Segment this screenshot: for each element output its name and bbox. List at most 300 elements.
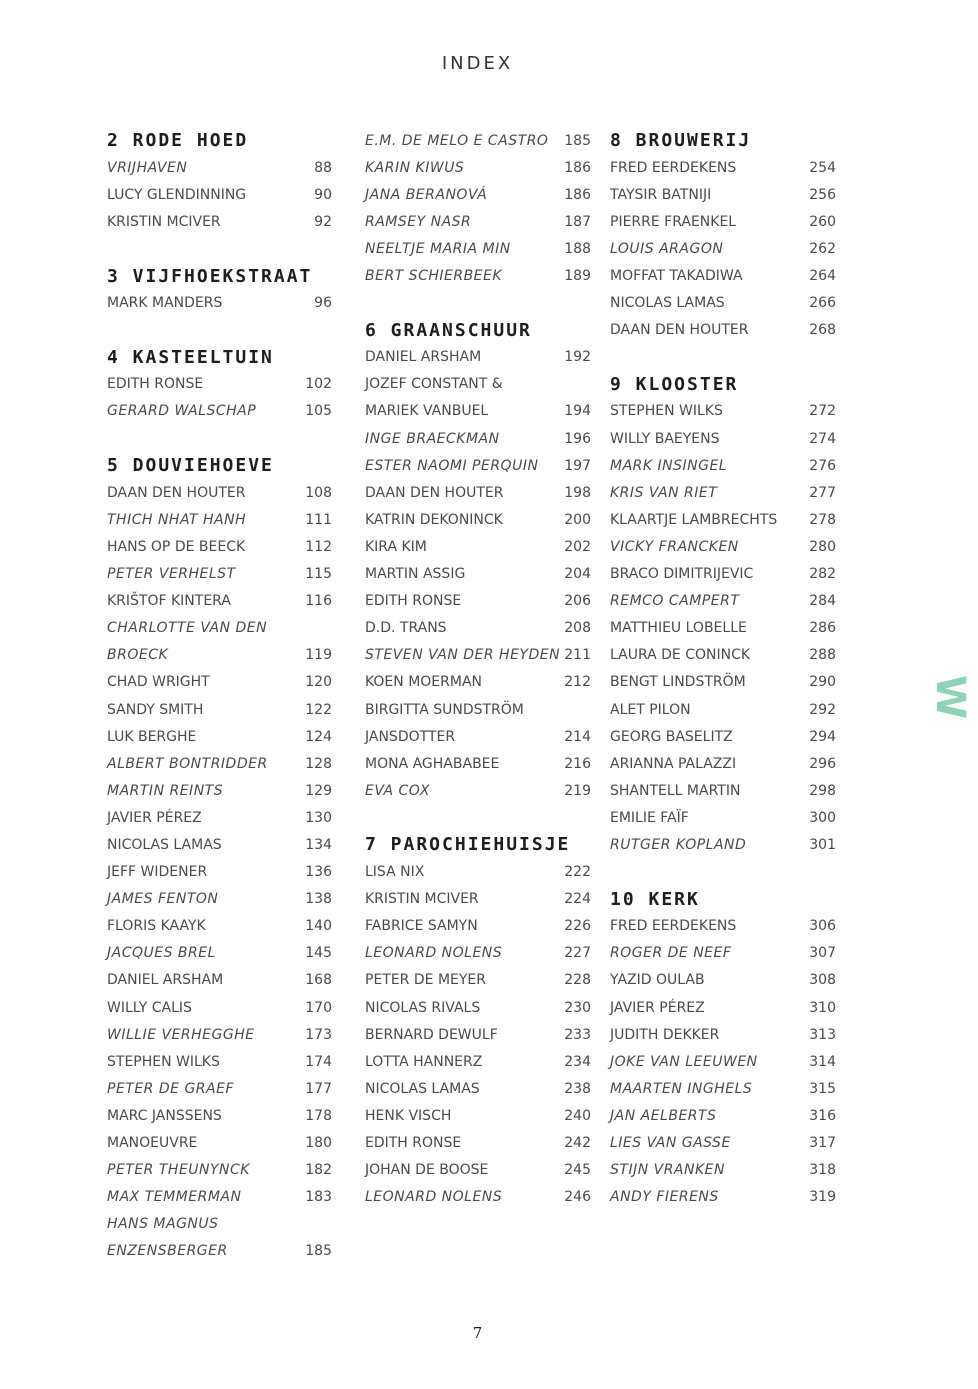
entry-name: MATTHIEU LOBELLE [610,620,747,637]
entry-page-number: 310 [809,999,836,1016]
entry-page-number: 88 [314,159,332,176]
index-entry [610,317,836,344]
entry-page-number: 136 [305,864,332,881]
entry-page-number: 186 [564,186,591,203]
entry-page-number: 182 [305,1162,332,1179]
index-entry [365,127,591,154]
index-entry [107,588,332,615]
index-entry [365,859,591,886]
index-entry [365,777,591,804]
index-entry [107,669,332,696]
entry-name: ARIANNA PALAZZI [610,755,737,772]
section-title: 9 KLOOSTER [610,373,739,395]
entry-page-number: 130 [305,809,332,826]
entry-page-number: 202 [564,538,591,555]
index-entry [365,1021,591,1048]
entry-page-number: 282 [809,566,836,583]
entry-name: JUDITH DEKKER [610,1026,720,1043]
entry-page-number: 102 [305,376,332,393]
index-entry [610,1075,836,1102]
index-entry [107,290,332,317]
entry-page-number: 313 [809,1026,836,1043]
entry-page-number: 145 [305,945,332,962]
entry-name: REMCO CAMPERT [610,593,740,610]
entry-name: EMILIE FAÏF [610,809,689,826]
entry-page-number: 212 [564,674,591,691]
index-entry [610,615,836,642]
entry-name: CHARLOTTE VAN DEN [107,620,268,637]
entry-page-number: 186 [564,159,591,176]
entry-name: BERT SCHIERBEEK [365,268,503,285]
index-entry [365,235,591,262]
index-entry [365,1157,591,1184]
page-number: 7 [472,1324,483,1342]
index-entry [107,1129,332,1156]
index-entry [107,1075,332,1102]
entry-page-number: 211 [564,647,591,664]
entry-page-number: 122 [305,701,332,718]
entry-name: KRISTIN MCIVER [107,213,221,230]
index-entry [610,181,836,208]
index-entry [610,561,836,588]
entry-name: PETER VERHELST [107,566,236,583]
entry-page-number: 128 [305,755,332,772]
section-heading [107,262,332,289]
entry-name: DANIEL ARSHAM [107,972,224,989]
entry-name: NICOLAS LAMAS [365,1080,480,1097]
entry-name: SHANTELL MARTIN [610,782,741,799]
entry-page-number: 262 [809,240,836,257]
section-heading [107,127,332,154]
entry-page-number: 116 [305,593,332,610]
entry-name: DAAN DEN HOUTER [610,322,749,339]
section-spacer [107,235,332,262]
entry-name: BENGT LINDSTRÖM [610,674,746,691]
entry-page-number: 306 [809,918,836,935]
entry-page-number: 112 [305,538,332,555]
entry-page-number: 177 [305,1080,332,1097]
entry-name: JEFF WIDENER [107,864,208,881]
section-title: 6 GRAANSCHUUR [365,319,532,341]
entry-name: FRED EERDEKENS [610,918,737,935]
entry-page-number: 198 [564,484,591,501]
entry-name: NEELTJE MARIA MIN [365,240,511,257]
section-title: 4 KASTEELTUIN [107,346,274,368]
entry-page-number: 238 [564,1080,591,1097]
entry-name: EDITH RONSE [365,593,462,610]
entry-name: DAAN DEN HOUTER [107,484,246,501]
entry-name: JAVIER PÉREZ [610,999,705,1016]
entry-page-number: 288 [809,647,836,664]
entry-page-number: 90 [314,186,332,203]
entry-name: HANS OP DE BEECK [107,538,246,555]
section-spacer [107,317,332,344]
index-entry [365,994,591,1021]
index-entry [365,886,591,913]
entry-page-number: 318 [809,1162,836,1179]
index-entry [365,750,591,777]
page-title: INDEX [441,53,514,74]
entry-name: MARTIN REINTS [107,782,224,799]
entry-name: LOTTA HANNERZ [365,1053,483,1070]
section-spacer [365,290,591,317]
index-entry [365,425,591,452]
entry-name: JOZEF CONSTANT & [365,376,503,393]
index-entry [365,344,591,371]
section-title: 8 BROUWERIJ [610,130,752,152]
entry-page-number: 168 [305,972,332,989]
index-entry [365,940,591,967]
entry-name: BRACO DIMITRIJEVIC [610,566,754,583]
entry-name: KIRA KIM [365,538,427,555]
section-heading [610,886,836,913]
entry-page-number: 206 [564,593,591,610]
entry-name: STEPHEN WILKS [610,403,723,420]
index-entry [365,588,591,615]
entry-name: MARC JANSSENS [107,1107,222,1124]
entry-name: ALBERT BONTRIDDER [107,755,268,772]
section-heading [107,344,332,371]
index-entry [107,1184,332,1211]
entry-page-number: 314 [809,1053,836,1070]
index-entry [610,154,836,181]
section-title: 7 PAROCHIEHUISJE [365,834,571,856]
section-tab-marker [920,674,973,720]
entry-page-number: 170 [305,999,332,1016]
entry-name: JAMES FENTON [107,891,219,908]
entry-name: LEONARD NOLENS [365,945,503,962]
entry-name: ALET PILON [610,701,691,718]
entry-name: KRIS VAN RIET [610,484,718,501]
section-spacer [365,804,591,831]
entry-name: JAN AELBERTS [610,1107,717,1124]
entry-name: FRED EERDEKENS [610,159,737,176]
index-entry [610,235,836,262]
index-entry [107,804,332,831]
index-entry [107,398,332,425]
entry-page-number: 246 [564,1189,591,1206]
index-entry [107,1211,332,1238]
entry-name: NICOLAS RIVALS [365,999,481,1016]
entry-page-number: 272 [809,403,836,420]
index-entry [107,208,332,235]
entry-page-number: 173 [305,1026,332,1043]
entry-name: EVA COX [365,782,431,799]
entry-name: LISA NIX [365,864,425,881]
index-entry [610,913,836,940]
entry-page-number: 138 [305,891,332,908]
index-entry [107,533,332,560]
index-entry [610,831,836,858]
index-entry [365,1102,591,1129]
entry-page-number: 180 [305,1135,332,1152]
entry-page-number: 301 [809,836,836,853]
entry-page-number: 200 [564,511,591,528]
entry-page-number: 197 [564,457,591,474]
index-entry [610,750,836,777]
entry-page-number: 183 [305,1189,332,1206]
entry-name: PETER THEUNYNCK [107,1162,250,1179]
entry-page-number: 300 [809,809,836,826]
entry-page-number: 96 [314,295,332,312]
index-entry [610,479,836,506]
index-entry [610,1021,836,1048]
entry-name: MARTIN ASSIG [365,566,466,583]
entry-name: ENZENSBERGER [107,1243,228,1260]
entry-name: FLORIS KAAYK [107,918,206,935]
entry-page-number: 286 [809,620,836,637]
index-entry [107,750,332,777]
entry-name: JACQUES BREL [107,945,216,962]
entry-name: LEONARD NOLENS [365,1189,503,1206]
entry-page-number: 194 [564,403,591,420]
index-entry [107,886,332,913]
entry-name: JANA BERANOVÁ [365,186,488,203]
index-entry [610,967,836,994]
tab-glyph: W [927,674,973,720]
index-entry [365,181,591,208]
index-entry [365,615,591,642]
entry-page-number: 219 [564,782,591,799]
index-entry [107,154,332,181]
entry-name: LOUIS ARAGON [610,240,724,257]
entry-page-number: 178 [305,1107,332,1124]
entry-name: MARK INSINGEL [610,457,728,474]
index-entry [365,262,591,289]
index-entry [610,506,836,533]
entry-name: KRISTIN MCIVER [365,891,479,908]
section-heading [610,127,836,154]
entry-page-number: 296 [809,755,836,772]
index-entry [107,777,332,804]
entry-name: STEPHEN WILKS [107,1053,220,1070]
entry-page-number: 228 [564,972,591,989]
entry-page-number: 284 [809,593,836,610]
index-entry [610,696,836,723]
entry-page-number: 280 [809,538,836,555]
index-entry [107,181,332,208]
entry-name: BIRGITTA SUNDSTRÖM [365,701,524,718]
entry-page-number: 92 [314,213,332,230]
index-entry [610,262,836,289]
entry-name: KATRIN DEKONINCK [365,511,503,528]
entry-page-number: 319 [809,1189,836,1206]
entry-name: KLAARTJE LAMBRECHTS [610,511,778,528]
entry-name: MARIEK VANBUEL [365,403,489,420]
entry-name: JOHAN DE BOOSE [365,1162,489,1179]
entry-name: NICOLAS LAMAS [107,836,222,853]
index-entry [107,1157,332,1184]
entry-page-number: 227 [564,945,591,962]
index-entry [365,1075,591,1102]
entry-page-number: 185 [305,1243,332,1260]
entry-page-number: 119 [305,647,332,664]
index-entry [610,994,836,1021]
entry-name: ESTER NAOMI PERQUIN [365,457,539,474]
entry-name: LIES VAN GASSE [610,1135,731,1152]
entry-page-number: 226 [564,918,591,935]
entry-name: KRIŠTOF KINTERA [107,593,231,610]
entry-page-number: 298 [809,782,836,799]
entry-page-number: 234 [564,1053,591,1070]
index-entry [610,398,836,425]
entry-page-number: 274 [809,430,836,447]
entry-page-number: 108 [305,484,332,501]
index-entry [365,506,591,533]
entry-page-number: 230 [564,999,591,1016]
entry-name: YAZID OULAB [610,972,705,989]
entry-page-number: 292 [809,701,836,718]
entry-page-number: 307 [809,945,836,962]
index-entry [365,208,591,235]
entry-name: MAARTEN INGHELS [610,1080,753,1097]
index-entry [610,723,836,750]
entry-page-number: 316 [809,1107,836,1124]
index-entry [365,696,591,723]
entry-name: LAURA DE CONINCK [610,647,751,664]
index-entry [610,452,836,479]
index-entry [365,452,591,479]
entry-page-number: 294 [809,728,836,745]
index-entry [610,1129,836,1156]
index-entry [365,154,591,181]
entry-name: WILLY CALIS [107,999,192,1016]
entry-name: MONA AGHABABEE [365,755,500,772]
entry-page-number: 105 [305,403,332,420]
entry-name: PETER DE GRAEF [107,1080,234,1097]
index-entry [365,371,591,398]
entry-name: LUCY GLENDINNING [107,186,247,203]
index-entry [610,208,836,235]
index-entry [107,1021,332,1048]
entry-page-number: 185 [564,132,591,149]
entry-name: JOKE VAN LEEUWEN [610,1053,758,1070]
section-spacer [107,425,332,452]
entry-name: EDITH RONSE [365,1135,462,1152]
section-title: 5 DOUVIEHOEVE [107,455,274,477]
entry-name: JAVIER PÉREZ [107,809,202,826]
entry-name: RAMSEY NASR [365,213,472,230]
entry-page-number: 216 [564,755,591,772]
index-entry [107,371,332,398]
entry-name: JANSDOTTER [365,728,456,745]
index-entry [107,723,332,750]
index-entry [107,561,332,588]
entry-page-number: 189 [564,268,591,285]
entry-page-number: 315 [809,1080,836,1097]
index-entry [610,940,836,967]
section-title: 2 RODE HOED [107,130,249,152]
entry-name: HENK VISCH [365,1107,452,1124]
entry-page-number: 115 [305,566,332,583]
entry-name: ROGER DE NEEF [610,945,732,962]
entry-name: KOEN MOERMAN [365,674,483,691]
entry-name: DAAN DEN HOUTER [365,484,504,501]
entry-page-number: 260 [809,213,836,230]
section-title: 3 VIJFHOEKSTRAAT [107,265,313,287]
entry-name: EDITH RONSE [107,376,204,393]
entry-page-number: 276 [809,457,836,474]
entry-page-number: 222 [564,864,591,881]
entry-name: WILLY BAEYENS [610,430,720,447]
index-entry [610,804,836,831]
index-entry [107,1238,332,1265]
entry-page-number: 140 [305,918,332,935]
entry-name: E.M. DE MELO E CASTRO [365,132,549,149]
index-entry [365,913,591,940]
index-entry [107,642,332,669]
entry-page-number: 124 [305,728,332,745]
index-entry [365,967,591,994]
index-entry [365,1129,591,1156]
entry-page-number: 111 [305,511,332,528]
index-entry [365,1048,591,1075]
index-entry [610,1157,836,1184]
entry-name: MANOEUVRE [107,1135,198,1152]
entry-page-number: 268 [809,322,836,339]
index-entry [610,588,836,615]
index-entry [365,1184,591,1211]
entry-page-number: 242 [564,1135,591,1152]
entry-page-number: 188 [564,240,591,257]
index-entry [610,425,836,452]
index-entry [365,642,591,669]
entry-name: WILLIE VERHEGGHE [107,1026,255,1043]
entry-name: ANDY FIERENS [610,1189,719,1206]
index-entry [107,940,332,967]
index-entry [107,1048,332,1075]
entry-page-number: 204 [564,566,591,583]
index-entry [107,994,332,1021]
entry-page-number: 208 [564,620,591,637]
index-entry [107,1102,332,1129]
index-entry [107,479,332,506]
entry-name: STIJN VRANKEN [610,1162,725,1179]
entry-name: MARK MANDERS [107,295,223,312]
entry-name: KARIN KIWUS [365,159,465,176]
entry-name: GEORG BASELITZ [610,728,733,745]
section-title: 10 KERK [610,888,700,910]
entry-page-number: 254 [809,159,836,176]
index-entry [365,398,591,425]
entry-name: THICH NHAT HANH [107,511,247,528]
entry-page-number: 245 [564,1162,591,1179]
entry-page-number: 192 [564,349,591,366]
entry-name: BROECK [107,647,169,664]
section-heading [365,831,591,858]
entry-name: PETER DE MEYER [365,972,486,989]
entry-name: SANDY SMITH [107,701,204,718]
entry-page-number: 277 [809,484,836,501]
index-entry [610,533,836,560]
index-entry [610,669,836,696]
entry-page-number: 256 [809,186,836,203]
index-entry [107,859,332,886]
entry-name: D.D. TRANS [365,620,447,637]
index-column-1 [107,127,332,1265]
index-entry [107,696,332,723]
entry-name: BERNARD DEWULF [365,1026,498,1043]
section-spacer [610,859,836,886]
entry-page-number: 174 [305,1053,332,1070]
index-entry [107,967,332,994]
entry-page-number: 134 [305,836,332,853]
entry-name: STEVEN VAN DER HEYDEN [365,647,561,664]
section-spacer [610,344,836,371]
entry-name: MAX TEMMERMAN [107,1189,242,1206]
index-entry [107,913,332,940]
section-heading [610,371,836,398]
